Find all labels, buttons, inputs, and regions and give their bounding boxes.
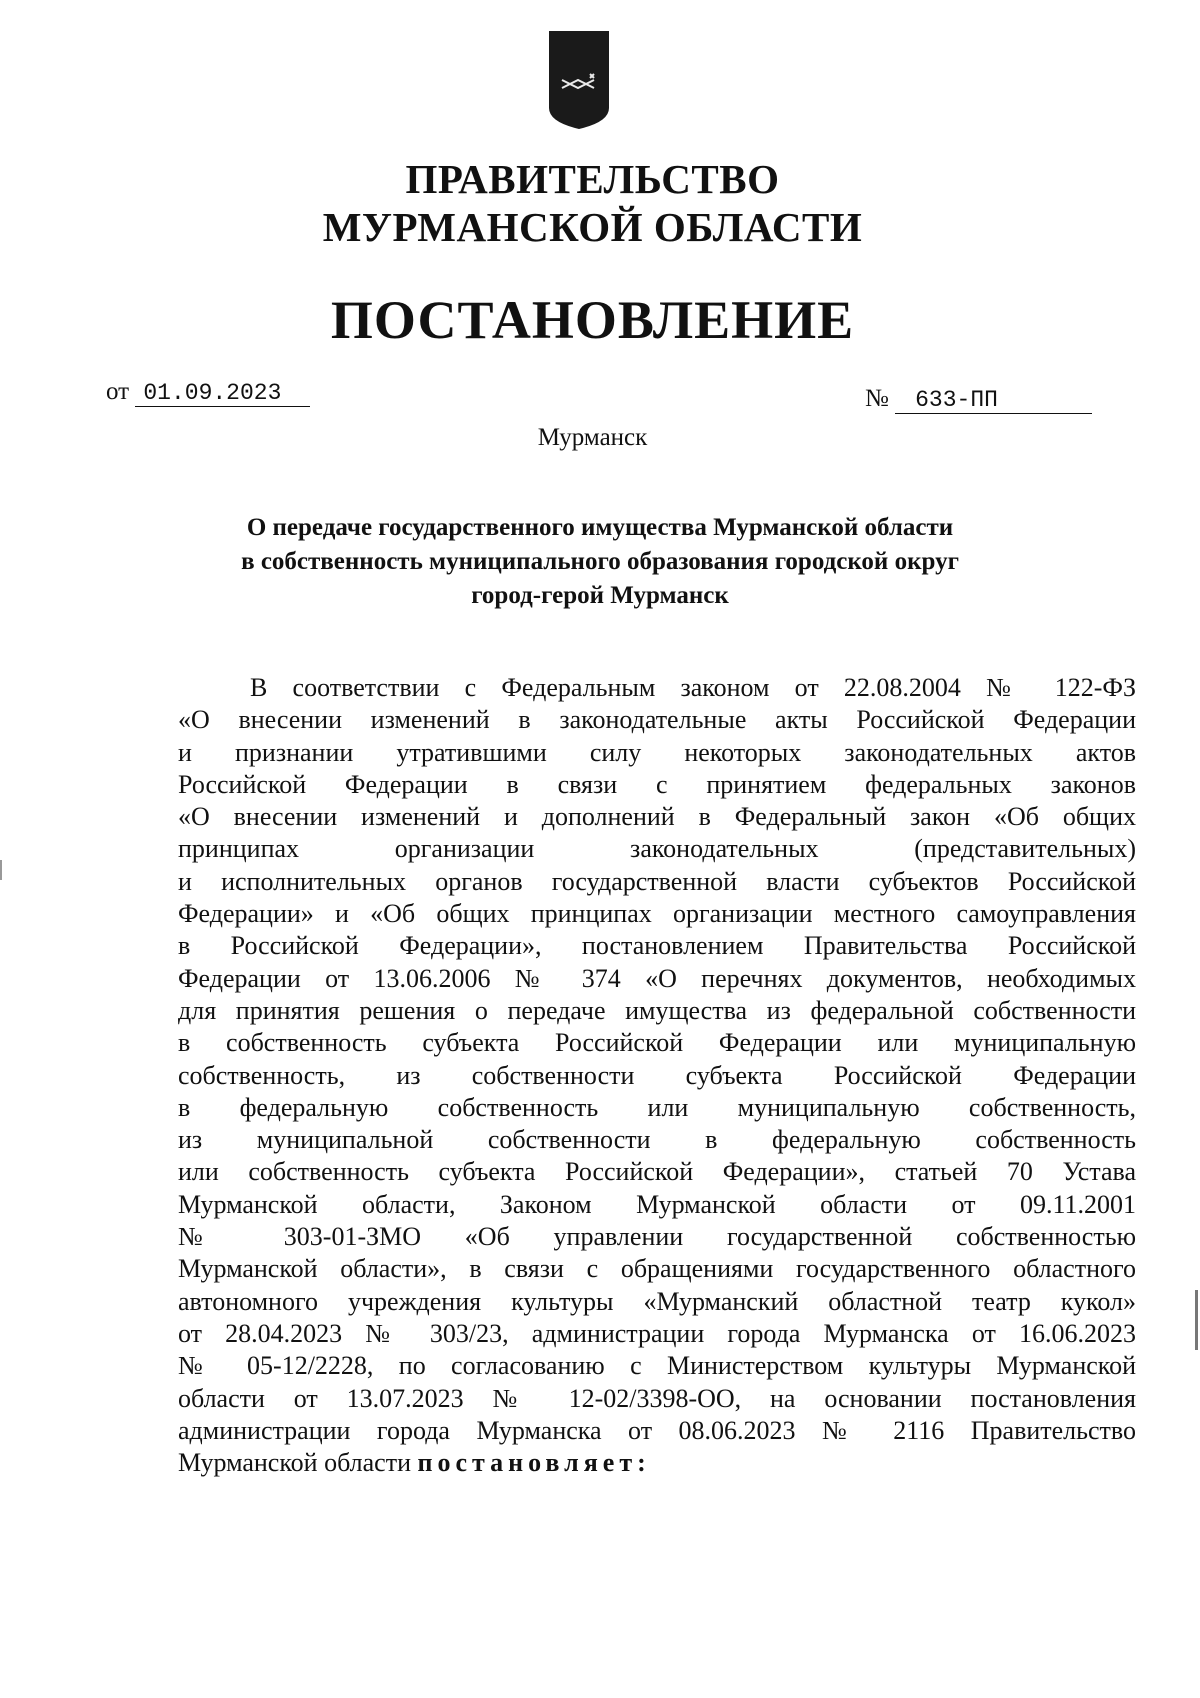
body-line: автономного учреждения культуры «Мурманский областной театр кукол» (178, 1286, 1136, 1316)
number-prefix: № (865, 385, 889, 412)
coat-of-arms-icon (548, 30, 610, 130)
date-prefix: от (106, 378, 130, 405)
body-line: «О внесении изменений в законодательные акты Российской Федерации (178, 705, 1136, 735)
document-subject (150, 511, 1050, 613)
body-line: от 28.04.2023 № 303/23, администрации города Мурманска от 16.06.2023 (178, 1318, 1136, 1348)
body-line: собственность, из собственности субъекта Российской Федерации (178, 1060, 1136, 1090)
body-line: № 303-01-ЗМО «Об управлении государственной собственностью (178, 1222, 1136, 1252)
body-line: для принятия решения о передаче имущества из федеральной собственности (178, 995, 1136, 1025)
body-line: Мурманской области, Законом Мурманской области от 09.11.2001 (178, 1189, 1136, 1219)
government-title-line1: ПРАВИТЕЛЬСТВО (405, 156, 780, 202)
document-number: 633-ПП (895, 387, 1092, 414)
date-line (106, 377, 310, 407)
subject-line: в собственность муниципального образования городской округ (241, 548, 959, 575)
body-line: принципах организации законодательных (представительных) (178, 834, 1136, 864)
body-line: Федерации от 13.06.2006 № 374 «О перечнях документов, необходимых (178, 963, 1136, 993)
subject-line: город-герой Мурманск (471, 582, 729, 609)
body-line: № 05-12/2228, по согласованию с Министерством культуры Мурманской (178, 1351, 1136, 1381)
body-line: области от 13.07.2023 № 12-02/3398-ОО, на основании постановления (178, 1383, 1136, 1413)
document-body (178, 672, 1136, 1479)
number-line (865, 384, 1092, 414)
body-line: Федерации» и «Об общих принципах организации местного самоуправления (178, 899, 1136, 929)
body-line: и исполнительных органов государственной власти субъектов Российской (178, 866, 1136, 896)
document-type-title: ПОСТАНОВЛЕНИЕ (330, 290, 855, 350)
document-city: Мурманск (537, 424, 648, 451)
document-date: 01.09.2023 (135, 380, 310, 407)
body-line: в собственность субъекта Российской Федерации или муниципальную (178, 1028, 1136, 1058)
decree-word: постановляет: (417, 1448, 651, 1478)
body-line: Мурманской области», в связи с обращениями государственного областного (178, 1254, 1136, 1284)
subject-line: О передаче государственного имущества Мурманской области (246, 514, 954, 541)
body-line: или собственность субъекта Российской Федерации», статьей 70 Устава (178, 1157, 1136, 1187)
body-last-line (178, 1447, 1136, 1479)
body-line: в Российской Федерации», постановлением Правительства Российской (178, 931, 1136, 961)
body-line: администрации города Мурманска от 08.06.2023 № 2116 Правительство (178, 1415, 1136, 1445)
body-last-line-text: Мурманской области (178, 1448, 411, 1478)
body-line: Российской Федерации в связи с принятием федеральных законов (178, 769, 1136, 799)
body-line: В соответствии с Федеральным законом от 22.08.2004 № 122-ФЗ (250, 673, 1136, 702)
scan-margin-mark (0, 860, 2, 880)
body-line: и признании утратившими силу некоторых законодательных актов (178, 737, 1136, 767)
scan-margin-mark (1195, 1290, 1198, 1350)
body-line: в федеральную собственность или муниципальную собственность, (178, 1092, 1136, 1122)
body-line: из муниципальной собственности в федеральную собственность (178, 1125, 1136, 1155)
government-title-line2: МУРМАНСКОЙ ОБЛАСТИ (322, 204, 863, 250)
body-line: «О внесении изменений и дополнений в Федеральный закон «Об общих (178, 802, 1136, 832)
